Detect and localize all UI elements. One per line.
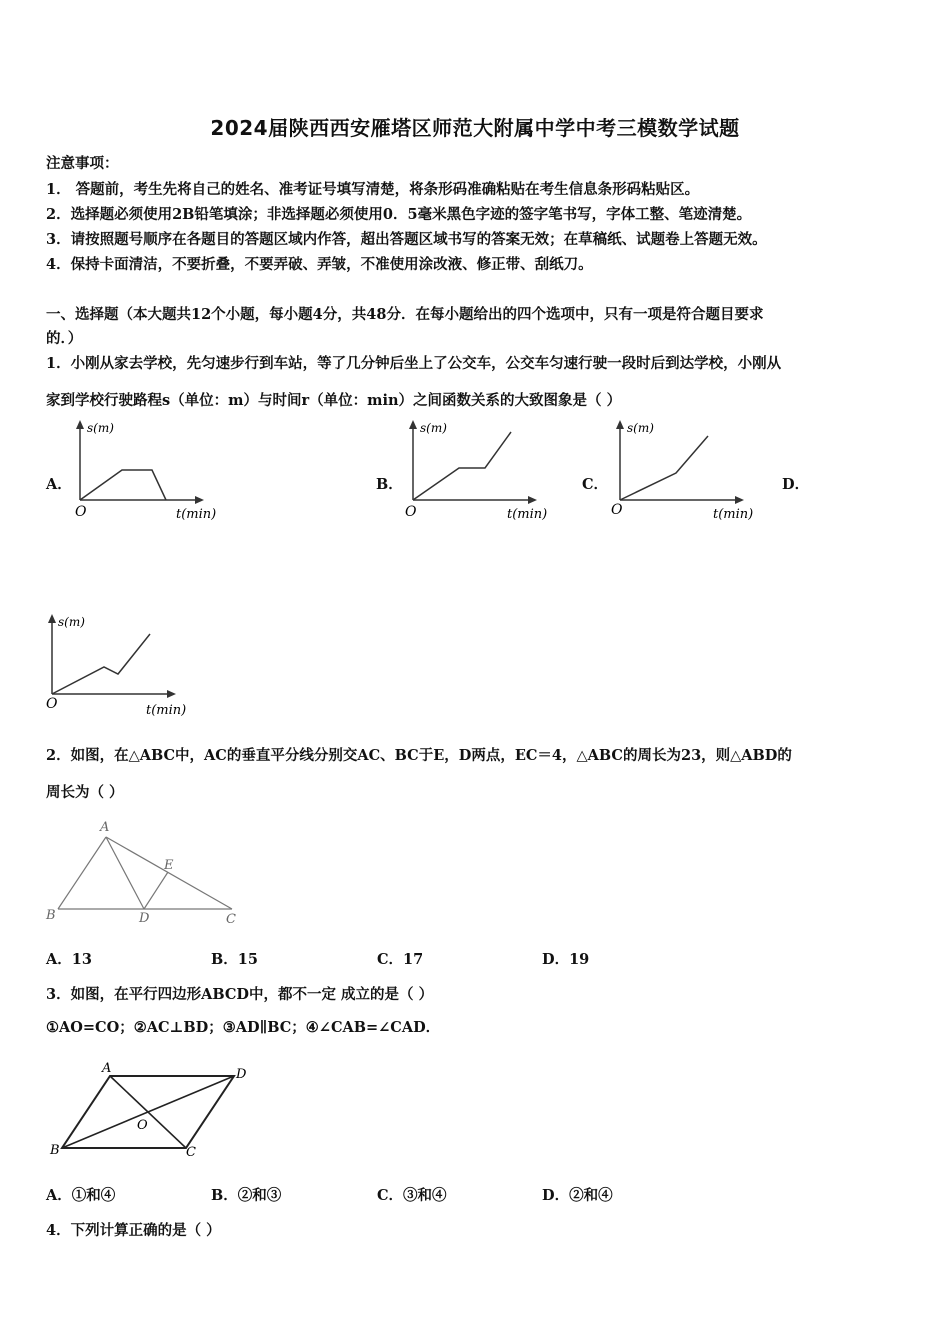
q1-stem: 1．小刚从家去学校，先匀速步行到车站，等了几分钟后坐上了公交车，公交车匀速行驶一段时后到达学校，小刚从 (46, 355, 782, 372)
y-axis-arrow (76, 420, 84, 429)
origin-label: O (75, 504, 87, 520)
section-heading-cont: 的．） (46, 330, 83, 347)
page-title: 2024届陕西西安雁塔区师范大附属中学中考三模数学试题 (210, 116, 740, 140)
y-label: s(m) (87, 421, 114, 435)
graph-line (620, 436, 708, 500)
q2-stem: 2．如图，在△ABC中，AC的垂直平分线分别交AC、BC于E，D两点，EC＝4，△ABC的周长为23，则△ABD的 (46, 747, 792, 764)
q2-option-b: B．15 (211, 951, 258, 968)
q3-option-a: A．①和④ (46, 1187, 116, 1204)
center-o-label: O (137, 1118, 148, 1133)
x-axis-arrow (735, 496, 744, 504)
q1-graph-a (60, 418, 230, 528)
x-label: t(min) (507, 507, 548, 522)
notice-heading: 注意事项： (46, 155, 119, 172)
y-axis-arrow (616, 420, 624, 429)
vertex-c-label: C (186, 1145, 196, 1160)
y-axis-arrow (48, 614, 56, 623)
notice-item-2: 2．选择题必须使用2B铅笔填涂；非选择题必须使用0．5毫米黑色字迹的签字笔书写，字体工整、笔迹清楚。 (46, 206, 752, 223)
vertex-b-label: B (50, 1143, 60, 1158)
q3-stem: 3．如图，在平行四边形ABCD中，都不一定 成立的是（ ） (46, 986, 434, 1003)
q1-option-c-label: C． (582, 476, 609, 493)
origin-label: O (46, 696, 58, 712)
q1-option-b-label: B． (376, 476, 403, 493)
vertex-d-label: D (236, 1067, 247, 1082)
q4-stem: 4．下列计算正确的是（ ） (46, 1222, 221, 1239)
q3-option-c: C．③和④ (377, 1187, 447, 1204)
notice-item-4: 4．保持卡面清洁，不要折叠，不要弄破、弄皱，不准使用涂改液、修正带、刮纸刀。 (46, 256, 593, 273)
y-label: s(m) (420, 421, 447, 435)
q1-stem-cont: 家到学校行驶路程s（单位：m）与时间r（单位：min）之间函数关系的大致图象是（ ） (46, 392, 622, 409)
q3-option-d: D．②和④ (542, 1187, 613, 1204)
x-label: t(min) (176, 507, 217, 522)
q2-option-d: D．19 (542, 951, 590, 968)
origin-label: O (611, 502, 623, 518)
y-axis-arrow (409, 420, 417, 429)
point-e-label: E (164, 858, 174, 873)
section-heading: 一、选择题（本大题共12个小题，每小题4分，共48分．在每小题给出的四个选项中，只有一项是符合题目要求 (46, 306, 764, 323)
x-axis-arrow (528, 496, 537, 504)
y-label: s(m) (58, 615, 85, 629)
notice-item-3: 3．请按照题号顺序在各题目的答题区域内作答，超出答题区域书写的答案无效；在草稿纸、试题卷上答题无效。 (46, 231, 767, 248)
vertex-a-label: A (100, 820, 110, 835)
q3-statements: ①AO=CO；②AC⊥BD；③AD∥BC；④∠CAB=∠CAD． (46, 1019, 441, 1036)
point-d-label: D (139, 911, 150, 926)
vertex-c-label: C (226, 912, 236, 927)
q1-option-a-label: A． (46, 476, 72, 493)
q3-option-b: B．②和③ (211, 1187, 282, 1204)
x-label: t(min) (713, 507, 754, 522)
graph-line (52, 634, 150, 694)
side-ab (58, 837, 106, 909)
vertex-a-label: A (102, 1061, 112, 1076)
x-axis-arrow (167, 690, 176, 698)
y-label: s(m) (627, 421, 654, 435)
diagonal-bd (62, 1076, 234, 1148)
graph-line (80, 470, 166, 500)
q2-triangle-figure (40, 815, 250, 930)
origin-label: O (405, 504, 417, 520)
q1-graph-b (393, 418, 563, 528)
q3-parallelogram-figure (40, 1058, 260, 1166)
q1-graph-d (32, 612, 202, 722)
segment-de (144, 872, 168, 909)
graph-line (413, 432, 511, 500)
vertex-b-label: B (46, 908, 56, 923)
q2-option-a: A．13 (46, 951, 92, 968)
q1-option-d-label: D． (782, 476, 810, 493)
q1-graph-c (600, 418, 770, 528)
x-label: t(min) (146, 703, 187, 718)
q2-stem-cont: 周长为（ ） (46, 784, 124, 801)
q2-option-c: C．17 (377, 951, 424, 968)
notice-item-1: 1． 答题前，考生先将自己的姓名、准考证号填写清楚，将条形码准确粘贴在考生信息条形码粘贴区。 (46, 181, 700, 198)
x-axis-arrow (195, 496, 204, 504)
